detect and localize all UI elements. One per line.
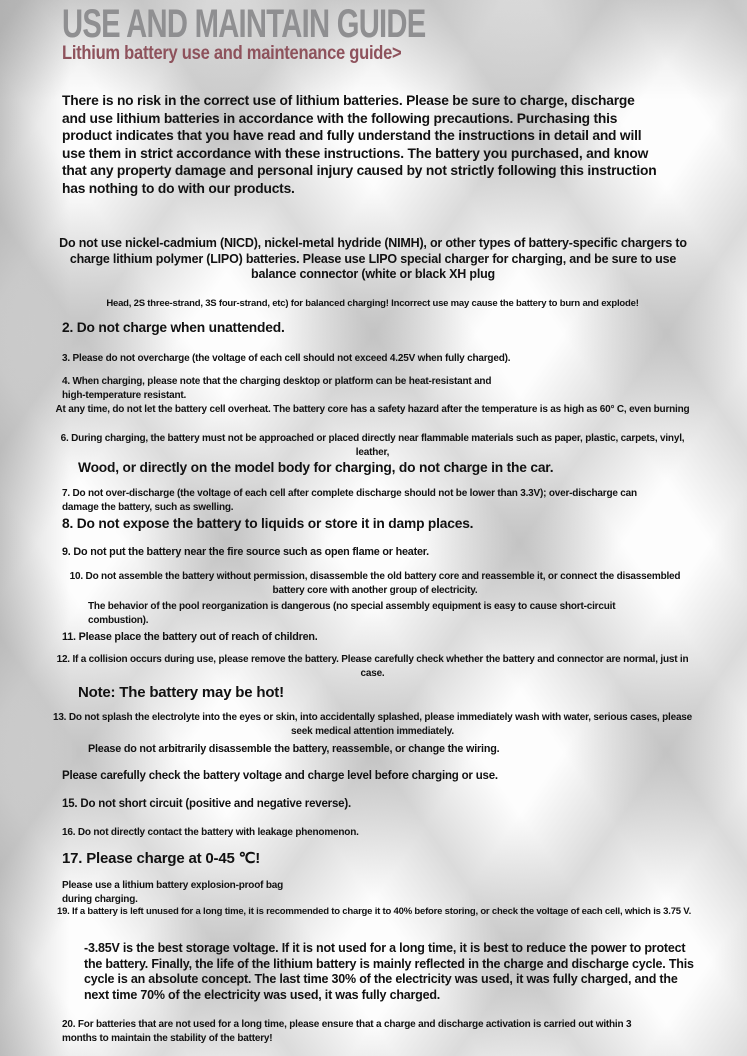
item-3: 3. Please do not overcharge (the voltage of each cell should not exceed 4.25V when fully charged). xyxy=(62,353,511,364)
item-9: 9. Do not put the battery near the fire source such as open flame or heater. xyxy=(62,546,429,558)
page-subtitle: Lithium battery use and maintenance guide> xyxy=(62,43,402,64)
item-4: 4. When charging, please note that the charging desktop or platform can be heat-resistant and high-temperature resistant. xyxy=(62,376,492,401)
item-11: 11. Please place the battery out of reach of children. xyxy=(62,631,318,643)
page-title: USE AND MAINTAIN GUIDE xyxy=(62,2,426,46)
item-1-chargers: Do not use nickel-cadmium (NICD), nickel-metal hydride (NIMH), or other types of battery-specific chargers to charge lithium polymer (LIPO) batteries. Please use LIPO special charger for charging, and be sure to use balance connector (white or black XH plug xyxy=(59,236,687,281)
item-13: 13. Do not splash the electrolyte into the eyes or skin, into accidentally splashed, please immediately wash with water, serious cases, please seek medical attention immediately. xyxy=(52,712,693,737)
item-8: 8. Do not expose the battery to liquids or store it in damp places. xyxy=(62,516,474,531)
item-6: 6. During charging, the battery must not be approached or placed directly near flammable materials such as paper, plastic, carpets, vinyl, leather, xyxy=(60,433,685,458)
item-6-continued: Wood, or directly on the model body for charging, do not charge in the car. xyxy=(78,460,554,475)
explosion-proof-bag-note: Please use a lithium battery explosion-proof bag during charging. xyxy=(62,880,284,905)
item-5: At any time, do not let the battery cell overheat. The battery core has a safety hazard after the temperature is as high as 60° C, even burning xyxy=(55,404,690,415)
item-13-warning: Please do not arbitrarily disassemble the battery, reassemble, or change the wiring. xyxy=(88,743,500,755)
item-1-note: Head, 2S three-strand, 3S four-strand, etc) for balanced charging! Incorrect use may cause the battery to burn and explode! xyxy=(106,298,639,309)
item-10-warning: The behavior of the pool reorganization is dangerous (no special assembly equipment is easy to cause short-circuit combustion). xyxy=(88,601,616,626)
check-voltage-reminder: Please carefully check the battery voltage and charge level before charging or use. xyxy=(62,770,498,782)
item-15: 15. Do not short circuit (positive and negative reverse). xyxy=(62,798,351,810)
item-16: 16. Do not directly contact the battery with leakage phenomenon. xyxy=(62,827,359,838)
item-12: 12. If a collision occurs during use, please remove the battery. Please carefully check whether the battery and connector are normal, just in case. xyxy=(56,654,689,679)
storage-voltage-paragraph: -3.85V is the best storage voltage. If it is not used for a long time, it is best to reduce the power to protect the battery. Finally, the life of the lithium battery is mainly reflected in the charge and discharge cycle. This cycle is an absolute concept. The last time 30% of the electricity was used, it was fully charged, and the next time 70% of the electricity was used, it was fully charged. xyxy=(84,941,694,1002)
item-7: 7. Do not over-discharge (the voltage of each cell after complete discharge should not be lower than 3.3V); over-discharge can damage the battery, such as swelling. xyxy=(62,488,637,513)
hot-battery-note: Note: The battery may be hot! xyxy=(78,684,284,701)
item-17: 17. Please charge at 0-45 ℃! xyxy=(62,850,261,867)
item-10: 10. Do not assemble the battery without permission, disassemble the old battery core and reassemble it, or connect the disassembled battery core with another group of electricity. xyxy=(69,571,681,596)
intro-paragraph: There is no risk in the correct use of lithium batteries. Please be sure to charge, discharge and use lithium batteries in accordance with the following precautions. Purchasing this product indicates that you have read and fully understand the instructions in detail and will use them in strict accordance with these instructions. The battery you purchased, and know that any property damage and personal injury caused by not strictly following this instruction has nothing to do with our products. xyxy=(62,93,657,196)
item-20: 20. For batteries that are not used for a long time, please ensure that a charge and discharge activation is carried out within 3 months to maintain the stability of the battery! xyxy=(62,1019,632,1044)
item-19: 19. If a battery is left unused for a long time, it is recommended to charge it to 40% before storing, or check the voltage of each cell, which is 3.75 V. xyxy=(56,906,692,917)
item-2: 2. Do not charge when unattended. xyxy=(62,320,285,335)
